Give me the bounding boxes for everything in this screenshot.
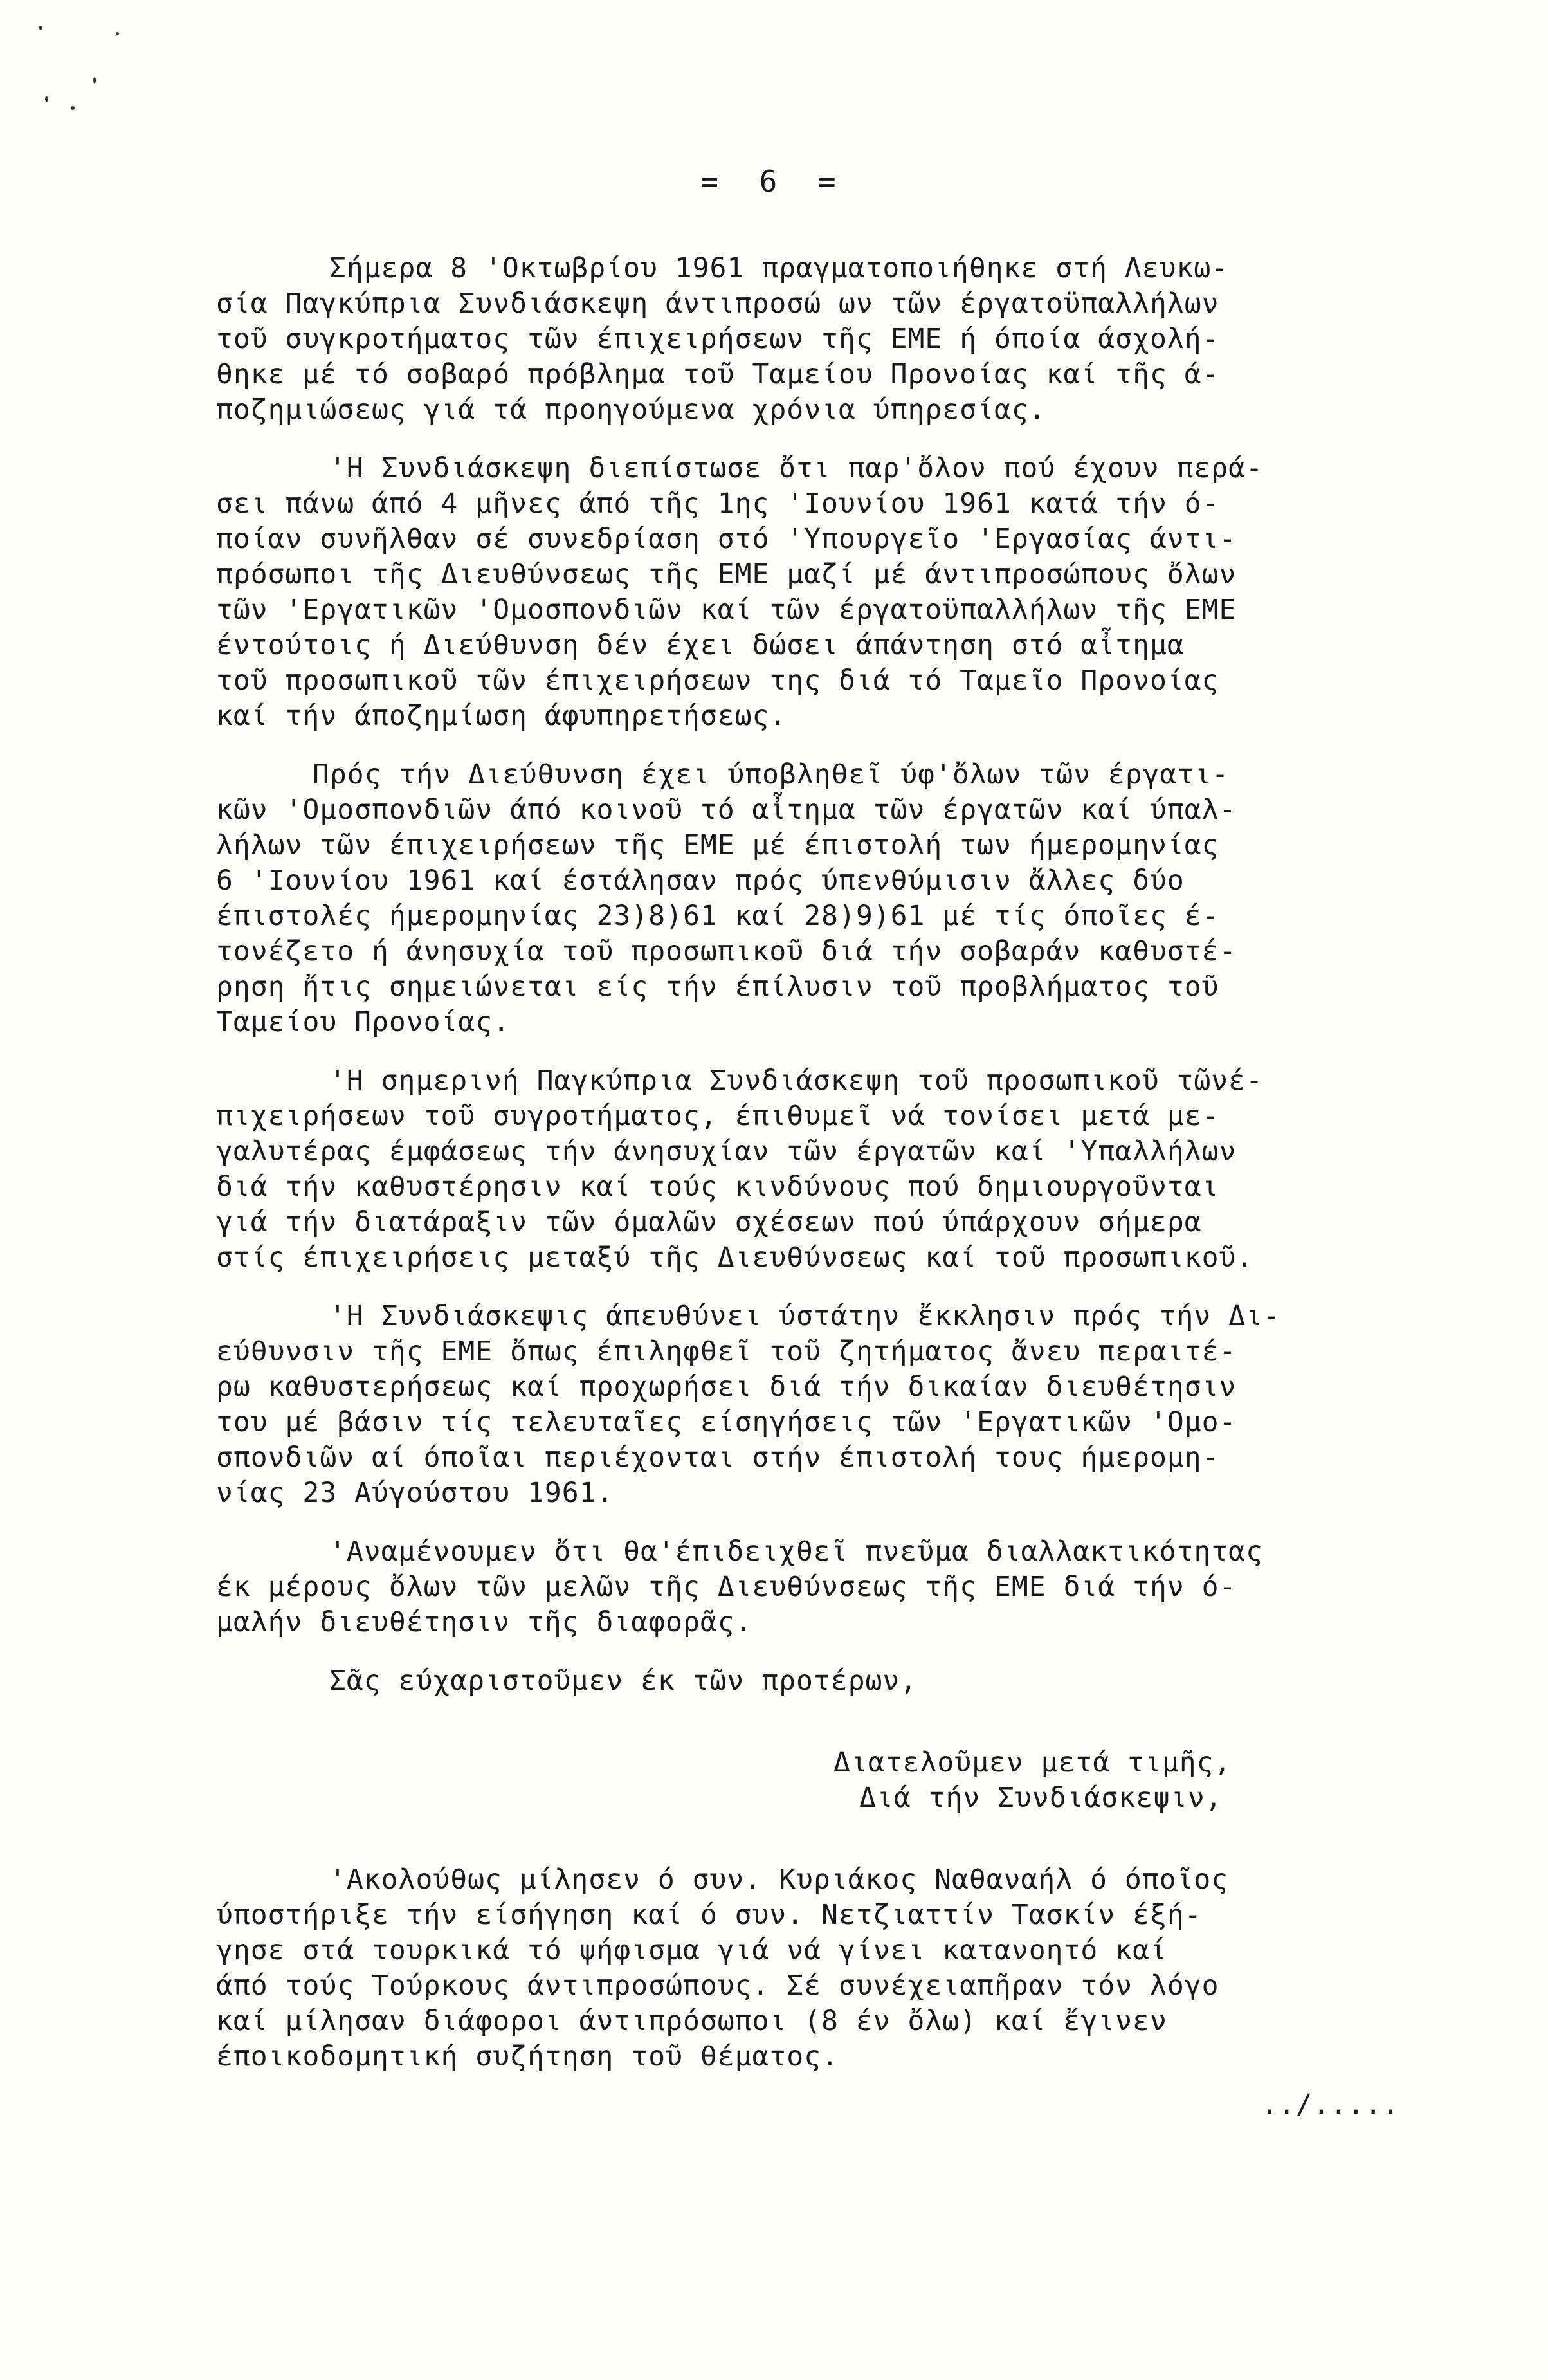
text-line: νίας 23 Αύγούστου 1961. [216,1477,614,1509]
text-line: ύποστήριξε τήν είσήγηση καί ό συν. Νετζιαττίν Τασκίν έξή- [216,1899,1202,1931]
text-line: τοῦ προσωπικοῦ τῶν έπιχειρήσεων της διά τό Ταμεῖο Προνοίας [216,664,1219,697]
text-line: εύθυνσιν τῆς ΕΜΕ ὄπως έπιληφθεῖ τοῦ ζητήματος ἄνευ περαιτέ- [216,1335,1237,1368]
continuation-mark: ../..... [1261,2089,1399,2121]
scan-speck [93,77,96,84]
text-line: 'Αναμένουμεν ὄτι θα'έπιδειχθεῖ πνεῦμα διαλλακτικότητας [329,1535,1263,1568]
text-line: τῶν 'Εργατικῶν 'Ομοσπονδιῶν καί τῶν έργατοϋπαλλήλων τῆς ΕΜΕ [216,594,1237,626]
text-line: Σᾶς εύχαριστοῦμεν έκ τῶν προτέρων, [329,1665,918,1697]
scan-speck [71,106,75,110]
text-line: θηκε μέ τό σοβαρό πρόβλημα τοῦ Ταμείου Προνοίας καί τῆς ά- [216,358,1219,390]
scan-speck [39,26,42,30]
text-line: καί τήν άποζημίωση άφυπηρετήσεως. [216,700,787,732]
closing-block [216,1745,1425,1816]
text-line: σία Παγκύπρια Συνδιάσκεψη άντιπροσώ ων τῶν έργατοϋπαλλήλων [216,288,1219,320]
text-line: 6 'Ιουνίου 1961 καί έστάλησαν πρός ύπενθύμισιν ἄλλες δύο [216,865,1185,897]
text-line: 'Η Συνδιάσκεψη διεπίστωσε ὄτι παρ'ὄλον πού έχουν περά- [329,452,1263,484]
paragraph [216,1299,1425,1511]
scan-speck [45,96,48,102]
text-line: 'Η σημερινή Παγκύπρια Συνδιάσκεψη τοῦ προσωπικοῦ τῶνέ- [329,1065,1263,1097]
text-line: 'Ακολούθως μίλησεν ό συν. Κυριάκος Ναθαναήλ ό όποῖος [329,1863,1229,1896]
text-line: 'Η Συνδιάσκεψις άπευθύνει ύστάτην ἔκκλησιν πρός τήν Δι- [329,1300,1280,1332]
text-line: Πρός τήν Διεύθυνση έχει ύποβληθεῖ ύφ'ὄλων τῶν έργατι- [313,758,1230,791]
paragraph [216,1534,1425,1640]
text-line: ποζημιώσεως γιά τά προηγούμενα χρόνια ύπηρεσίας. [216,394,1046,426]
paragraph [216,1663,1425,1699]
text-line: σει πάνω άπό 4 μῆνες άπό τῆς 1ης 'Ιουνίου 1961 κατά τήν ό- [216,488,1219,520]
paragraph [216,251,1425,428]
text-line: κῶν 'Ομοσπονδιῶν άπό κοινοῦ τό αἶτημα τῶν έργατῶν καί ύπαλ- [216,794,1237,826]
text-line: έπιστολές ήμερομηνίας 23)8)61 καί 28)9)61 μέ τίς όποῖες έ- [216,900,1219,932]
text-line: ρω καθυστερήσεως καί προχωρήσει διά τήν δικαίαν διευθέτησιν [216,1371,1237,1403]
text-line: γησε στά τουρκικά τό ψήφισμα γιά νά γίνει κατανοητό καί [216,1934,1167,1966]
text-line: στίς έπιχειρήσεις μεταξύ τῆς Διευθύνσεως καί τοῦ προσωπικοῦ. [216,1241,1254,1274]
text-line: σπονδιῶν αί όποῖαι περιέχονται στήν έπιστολή τους ήμερομη- [216,1442,1219,1474]
text-line: διά τήν καθυστέρησιν καί τούς κινδύνους πού δημιουργοῦνται [216,1171,1219,1203]
text-line: έποικοδομητική συζήτηση τοῦ θέματος. [216,2040,839,2073]
closing-signatory: Διά τήν Συνδιάσκεψιν, [859,1782,1223,1814]
closing-salutation: Διατελοῦμεν μετά τιμῆς, [833,1746,1232,1779]
text-line: του μέ βάσιν τίς τελευταῖες είσηγήσεις τῶν 'Εργατικῶν 'Ομο- [216,1406,1237,1438]
text-line: τονέζετο ή άνησυχία τοῦ προσωπικοῦ διά τήν σοβαράν καθυστέ- [216,935,1237,967]
text-line: έκ μέρους ὄλων τῶν μελῶν τῆς Διευθύνσεως τῆς ΕΜΕ διά τήν ό- [216,1571,1237,1603]
text-line: γαλυτέρας έμφάσεως τήν άνησυχίαν τῶν έργατῶν καί 'Υπαλλήλων [216,1135,1237,1167]
text-line: μαλήν διευθέτησιν τῆς διαφορᾶς. [216,1606,752,1638]
text-line: Ταμείου Προνοίας. [216,1006,511,1038]
paragraph [216,1063,1425,1276]
scan-speck [116,32,119,35]
letter-body [216,251,1425,2123]
paragraph [216,1862,1425,2074]
text-line: τοῦ συγκροτήματος τῶν έπιχειρήσεων τῆς ΕΜΕ ή όποία άσχολή- [216,323,1219,355]
text-line: άπό τούς Τούρκους άντιπροσώπους. Σέ συνέχειαπῆραν τόν λόγο [216,1970,1219,2002]
text-line: λήλων τῶν έπιχειρήσεων τῆς ΕΜΕ μέ έπιστολή των ήμερομηνίας [216,829,1219,861]
text-line: Σήμερα 8 'Οκτωβρίου 1961 πραγματοποιήθηκε στή Λευκω- [329,252,1229,284]
text-line: πρόσωποι τῆς Διευθύνσεως τῆς ΕΜΕ μαζί μέ άντιπροσώπους ὄλων [216,558,1237,590]
paragraph [216,451,1425,734]
text-line: έντούτοις ή Διεύθυνση δέν έχει δώσει άπάντηση στό αἶτημα [216,629,1185,661]
text-line: ρηση ἤτις σημειώνεται είς τήν έπίλυσιν τοῦ προβλήματος τοῦ [216,971,1219,1003]
text-line: πιχειρήσεων τοῦ συγροτήματος, έπιθυμεῖ νά τονίσει μετά με- [216,1100,1219,1132]
text-line: γιά τήν διατάραξιν τῶν όμαλῶν σχέσεων πού ύπάρχουν σήμερα [216,1206,1202,1238]
text-line: ποίαν συνῆλθαν σέ συνεδρίαση στό 'Υπουργεῖο 'Εργασίας άντι- [216,523,1237,555]
text-line: καί μίλησαν διάφοροι άντιπρόσωποι (8 έν ὄλω) καί ἔγινεν [216,2005,1167,2037]
paragraph [216,757,1425,1040]
page-number: = 6 = [700,164,848,199]
